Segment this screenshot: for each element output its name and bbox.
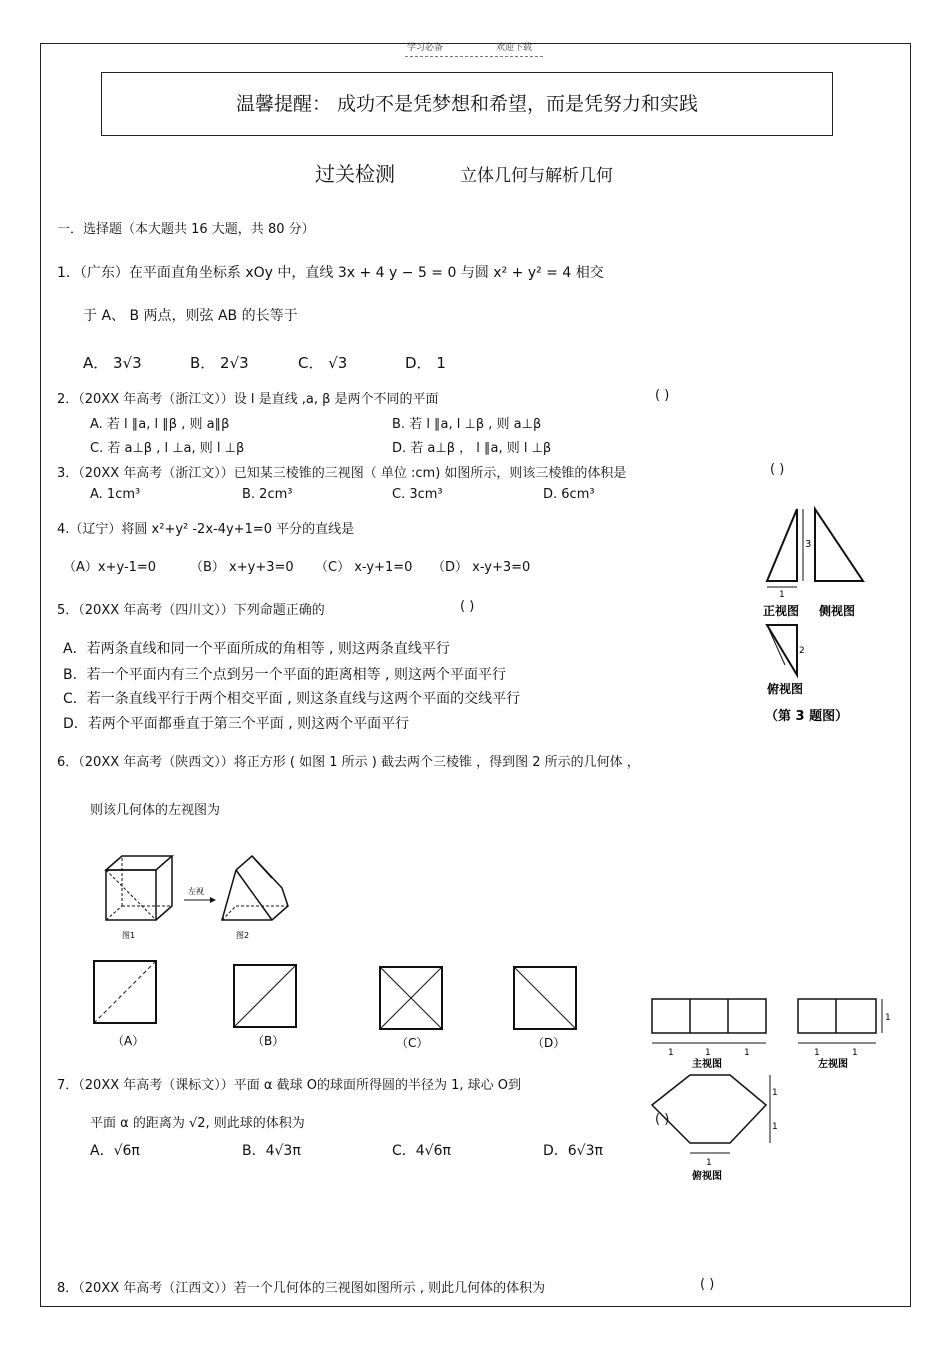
q3-option-a: A. 1cm³	[90, 487, 141, 502]
svg-text:1: 1	[885, 1013, 891, 1023]
q2-paren: ( )	[655, 388, 670, 403]
svg-text:（A）: （A）	[112, 1034, 145, 1048]
svg-text:左视图: 左视图	[818, 1059, 848, 1070]
svg-text:1: 1	[772, 1088, 778, 1098]
q5-paren: ( )	[460, 599, 475, 614]
q6-cube-figures	[92, 848, 302, 943]
svg-text:俯视图: 俯视图	[692, 1171, 722, 1182]
q7-option-d: D．6√3π	[543, 1143, 603, 1159]
header-right: 欢迎下载	[496, 43, 533, 53]
q7-stem-2: 平面 α 的距离为 √2, 则此球的体积为	[90, 1116, 305, 1131]
svg-text:主视图: 主视图	[692, 1059, 722, 1070]
svg-text:1: 1	[705, 1048, 711, 1058]
svg-text:1: 1	[668, 1048, 674, 1058]
q7-paren: ( )	[655, 1112, 670, 1127]
q2-option-d: D. 若 a⊥β ， l ∥a, 则 l ⊥β	[392, 441, 552, 456]
svg-text:图1: 图1	[122, 931, 136, 940]
q3-option-d: D. 6cm³	[543, 487, 595, 502]
q4-option-c: （C） x-y+1=0	[315, 560, 413, 575]
q5-option-c: C．若一条直线平行于两个相交平面 , 则这条直线与这两个平面的交线平行	[63, 691, 521, 707]
svg-text:3: 3	[805, 539, 812, 550]
reminder-box: 温馨提醒： 成功不是凭梦想和希望，而是凭努力和实践	[101, 72, 833, 136]
svg-text:2: 2	[799, 646, 805, 656]
q1-option-b: B． 2√3	[190, 354, 249, 372]
q7-option-c: C．4√6π	[392, 1143, 451, 1159]
q5-stem: 5．（20XX 年高考（四川文））下列命题正确的	[57, 603, 325, 618]
q3-stem: 3．（20XX 年高考（浙江文））已知某三棱锥的三视图（ 单位 :cm) 如图所示，则该三棱锥的体积是	[57, 466, 627, 481]
q2-option-b: B. 若 l ∥a, l ⊥β , 则 a⊥β	[392, 417, 542, 432]
page-title: 过关检测	[315, 162, 395, 186]
q1-stem: 1．（广东）在平面直角坐标系 xOy 中，直线 3x + 4 y − 5 = 0 与圆 x² + y² = 4 相交	[57, 265, 604, 281]
svg-text:1: 1	[706, 1158, 712, 1168]
q3-option-c: C. 3cm³	[392, 487, 443, 502]
svg-text:俯视图: 俯视图	[767, 682, 804, 696]
section-heading: 一．选择题（本大题共 16 大题，共 80 分）	[57, 222, 315, 237]
q3-option-b: B. 2cm³	[242, 487, 293, 502]
svg-text:1: 1	[744, 1048, 750, 1058]
q6-option-b-figure	[234, 965, 296, 1048]
q7-option-a: A．√6π	[90, 1143, 140, 1159]
svg-text:1: 1	[779, 590, 785, 600]
q6-answer-options	[90, 955, 590, 1050]
svg-text:（B）: （B）	[252, 1034, 285, 1048]
q4-option-d: （D） x-y+3=0	[432, 560, 531, 575]
q1-option-a: A． 3√3	[83, 354, 142, 372]
q5-option-a: A．若两条直线和同一个平面所成的角相等 , 则这两条直线平行	[63, 641, 450, 657]
svg-text:1: 1	[814, 1048, 820, 1058]
svg-text:正视图: 正视图	[763, 604, 800, 618]
q5-option-b: B．若一个平面内有三个点到另一个平面的距离相等 , 则这两个平面平行	[63, 667, 506, 683]
header-divider	[405, 56, 543, 57]
svg-text:（第 3 题图）: （第 3 题图）	[765, 709, 849, 724]
q2-stem: 2．（20XX 年高考（浙江文））设 l 是直线 ,a, β 是两个不同的平面	[57, 392, 439, 407]
q8-left-view	[798, 999, 891, 1070]
svg-text:图2: 图2	[236, 931, 250, 940]
q1-option-c: C． √3	[298, 354, 348, 372]
q8-paren: ( )	[700, 1277, 715, 1292]
q4-option-a: （A）x+y-1=0	[63, 560, 157, 575]
svg-text:侧视图: 侧视图	[819, 604, 856, 618]
q8-stem: 8．（20XX 年高考（江西文））若一个几何体的三视图如图所示 , 则此几何体的体积为	[57, 1281, 546, 1296]
q8-top-view	[652, 1075, 778, 1182]
page-subtitle: 立体几何与解析几何	[460, 166, 613, 186]
svg-text:1: 1	[772, 1122, 778, 1132]
q6-stem: 6．（20XX 年高考（陕西文））将正方形 ( 如图 1 所示 ) 截去两个三棱锥 ，得到图 2 所示的几何体 ，	[57, 755, 640, 770]
svg-text:（D）: （D）	[532, 1036, 566, 1050]
q1-stem-2: 于 A、 B 两点，则弦 AB 的长等于	[83, 308, 298, 324]
svg-text:（C）: （C）	[396, 1036, 429, 1050]
q4-stem: 4.（辽宁）将圆 x²+y² -2x-4y+1=0 平分的直线是	[57, 522, 355, 537]
q8-front-view	[652, 999, 766, 1070]
q2-option-a: A. 若 l ∥a, l ∥β , 则 a∥β	[90, 417, 230, 432]
q6-option-c-figure	[380, 967, 442, 1050]
q3-three-view-figure	[755, 503, 870, 728]
q8-three-view-figure	[648, 993, 896, 1188]
q4-option-b: （B） x+y+3=0	[190, 560, 294, 575]
q7-option-b: B．4√3π	[242, 1143, 301, 1159]
svg-text:1: 1	[852, 1048, 858, 1058]
q3-paren: ( )	[770, 462, 785, 477]
q6-stem-2: 则该几何体的左视图为	[90, 803, 221, 818]
q2-option-c: C. 若 a⊥β , l ⊥a, 则 l ⊥β	[90, 441, 245, 456]
q6-option-d-figure	[514, 967, 576, 1050]
header-left: 学习必备	[407, 43, 444, 53]
q6-option-a-figure	[94, 961, 156, 1048]
q1-option-d: D． 1	[405, 354, 446, 372]
q7-stem: 7．（20XX 年高考（课标文））平面 α 截球 O的球面所得圆的半径为 1, 球心 O到	[57, 1078, 521, 1093]
svg-text:左视: 左视	[188, 887, 204, 896]
q5-option-d: D．若两个平面都垂直于第三个平面 , 则这两个平面平行	[63, 716, 410, 732]
